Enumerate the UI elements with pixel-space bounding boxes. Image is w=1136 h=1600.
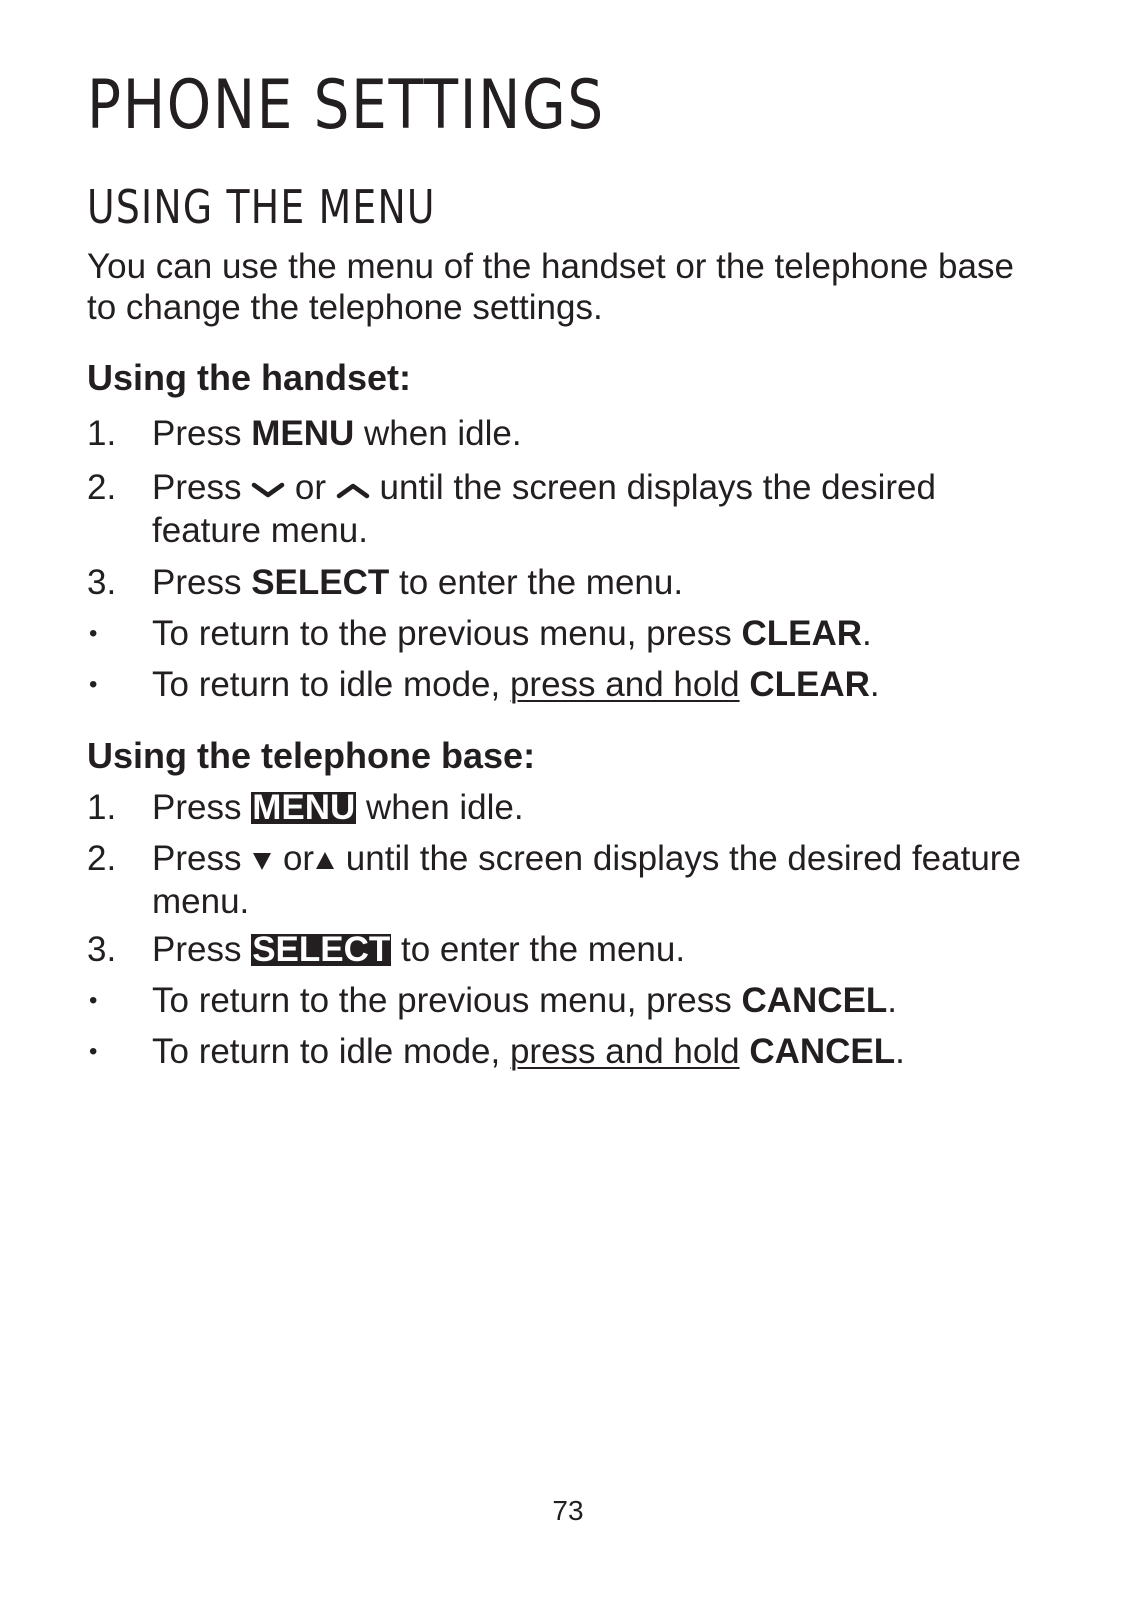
key-label: MENU <box>251 414 355 453</box>
bullet-text: To return to idle mode, press and hold CANCEL. <box>152 1032 905 1071</box>
handset-step-1 <box>87 413 1047 454</box>
bullet-text: To return to the previous menu, press CLEAR. <box>152 614 872 653</box>
chevron-up-icon <box>336 469 370 510</box>
handset-step-2 <box>87 467 1047 551</box>
step-number: 2. <box>87 468 117 507</box>
bullet: • <box>89 987 98 1014</box>
emphasis-underline: press and hold <box>509 1032 740 1071</box>
bullet: • <box>89 671 98 698</box>
emphasis-underline: press and hold <box>509 665 740 704</box>
page-title: PHONE SETTINGS <box>87 66 605 145</box>
intro-paragraph: You can use the menu of the handset or the telephone base to change the telephone settings. <box>87 247 1014 327</box>
step-text: Press MENU when idle. <box>152 414 522 453</box>
step-number: 3. <box>87 930 117 969</box>
base-step-3 <box>87 929 1047 970</box>
step-number: 3. <box>87 563 117 602</box>
step-number: 1. <box>87 788 117 827</box>
bullet-text: To return to the previous menu, press CANCEL. <box>152 981 898 1020</box>
base-step-2 <box>87 838 1047 922</box>
base-heading: Using the telephone base: <box>87 735 536 776</box>
handset-step-3 <box>87 562 1047 603</box>
step-text: Press SELECT to enter the menu. <box>152 930 686 969</box>
step-text: Press MENU when idle. <box>152 788 524 827</box>
display-key-label: MENU <box>252 788 356 827</box>
base-bullet-2 <box>87 1031 1047 1072</box>
step-text: Press or until the screen displays the desired feature menu. <box>152 468 936 551</box>
step-number: 1. <box>87 414 117 453</box>
key-label: CLEAR <box>749 665 870 704</box>
step-text: Press SELECT to enter the menu. <box>152 563 684 602</box>
base-bullet-1 <box>87 980 1047 1021</box>
bullet: • <box>89 620 98 647</box>
step-number: 2. <box>87 839 117 878</box>
key-label: CLEAR <box>741 614 863 653</box>
triangle-down-icon <box>251 840 273 881</box>
page-number: 73 <box>552 1495 584 1526</box>
handset-bullet-2 <box>87 664 1047 705</box>
handset-heading: Using the handset: <box>87 357 412 398</box>
bullet: • <box>89 1038 98 1065</box>
key-label: CANCEL <box>741 981 888 1020</box>
display-key-label: SELECT <box>252 930 391 969</box>
key-label: CANCEL <box>749 1032 896 1071</box>
chevron-down-icon <box>251 469 285 510</box>
section-title: USING THE MENU <box>87 180 436 234</box>
step-text: Press or until the screen displays the desired feature menu. <box>152 839 1021 922</box>
handset-bullet-1 <box>87 613 1047 654</box>
bullet-text: To return to idle mode, press and hold CLEAR. <box>152 665 880 704</box>
base-step-1 <box>87 787 1047 828</box>
triangle-up-icon <box>314 840 336 881</box>
key-label: SELECT <box>251 563 390 602</box>
